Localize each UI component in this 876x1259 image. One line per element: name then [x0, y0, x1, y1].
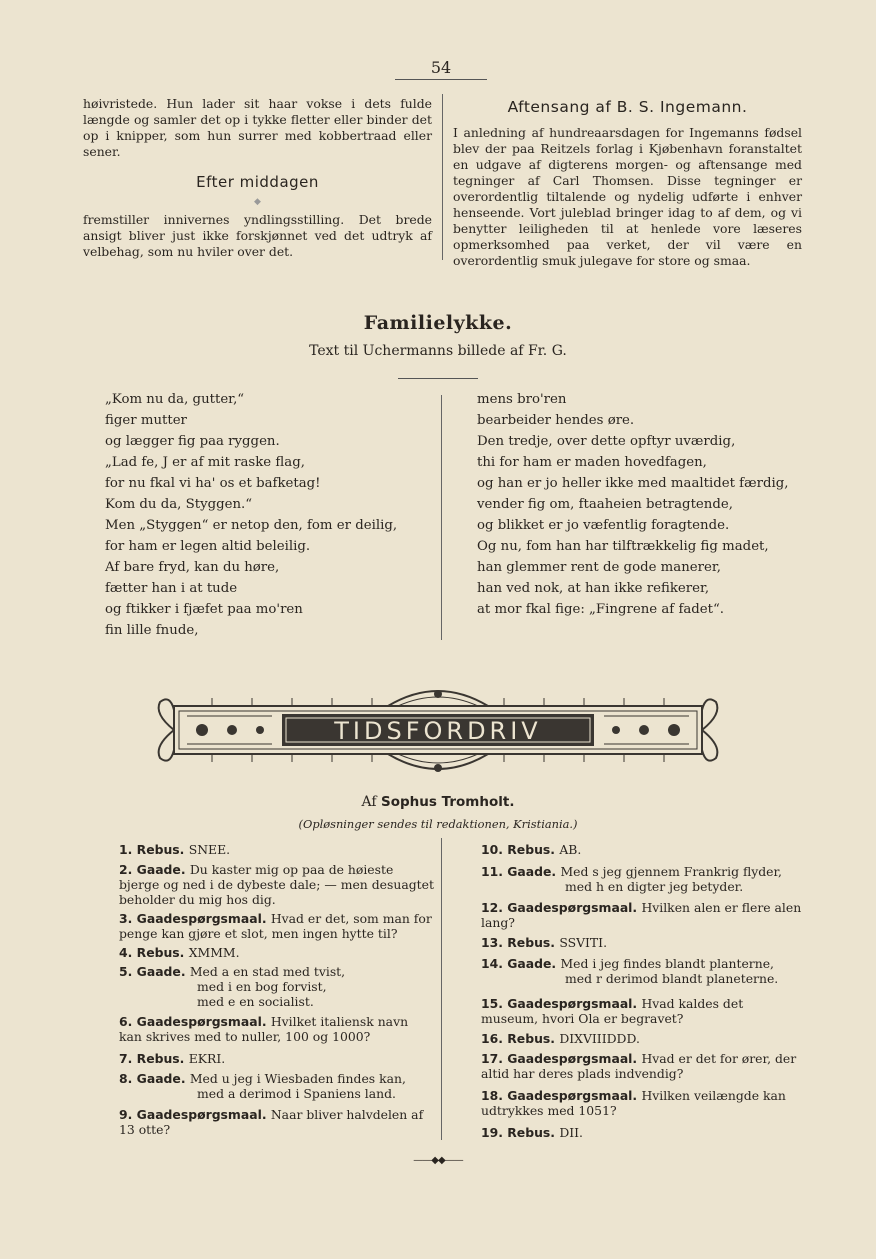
puzzle-number: 16.	[481, 1031, 503, 1046]
poem-line: fætter han i at tude	[105, 581, 238, 596]
article-text: fremstiller innivernes yndlingsstilling. Det brede ansigt bliver just ikke forskjønnet ved det udtryk af velbehag, som nu hviler over det.	[83, 212, 432, 259]
puzzle-item	[85, 842, 434, 857]
puzzle-number: 15.	[481, 996, 503, 1011]
poem-subtitle: Text til Uchermanns billede af Fr. G.	[309, 343, 567, 359]
puzzle-text: Naar bliver halvdelen af 13 otte?	[119, 1107, 424, 1137]
poem-line: og han er jo heller ikke med maaltidet færdig,	[477, 476, 789, 491]
puzzle-number: 9.	[119, 1107, 133, 1122]
puzzle-text: Hvilken veilængde kan udtrykkes med 1051?	[481, 1088, 786, 1118]
column-divider	[442, 94, 443, 260]
puzzle-number: 7.	[119, 1051, 133, 1066]
puzzle-text: SNEE.	[188, 842, 231, 857]
puzzle-text: Med a en stad med tvist,	[189, 964, 346, 979]
section-heading: Aftensang af B. S. Ingemann.	[507, 98, 748, 116]
puzzle-number: 1.	[119, 842, 133, 857]
poem-line: Af bare fryd, kan du høre,	[105, 560, 280, 575]
puzzle-item	[453, 1051, 802, 1081]
solutions-note: (Opløsninger sendes til redaktionen, Kristiania.)	[298, 817, 578, 831]
puzzle-text-line: med i en bog forvist,	[197, 979, 327, 994]
column-divider	[441, 395, 442, 640]
article-text: høivristede. Hun lader sit haar vokse i dets fulde længde og samler det op i tykke fletter eller binder det op i knipper, som hun surrer med kobbertraad eller sener.	[83, 96, 432, 159]
puzzle-text-line: med e en socialist.	[197, 994, 314, 1009]
puzzle-text: SSVITI.	[559, 935, 608, 950]
puzzle-kind: Gaadespørgsmaal.	[502, 900, 642, 915]
poem-line: bearbeider hendes øre.	[477, 413, 635, 428]
banner-title: TIDSFORDRIV	[334, 717, 542, 745]
poem-line: thi for ham er maden hovedfagen,	[477, 455, 707, 470]
article-text: I anledning af hundreaarsdagen for Ingemanns fødsel blev der paa Reitzels forlag i Kjøbenhavn foranstaltet en udgave af digterens morgen- og aftensange med tegninger af Carl Thomsen. Disse tegninger er overordentlig tiltalende og nydelig udførte i enhver henseende. Vort juleblad bringer idag to af dem, og vi benytter leiligheden til at henlede vore læseres opmerksomhed paa verket, der vil være en overordentlig smuk julegave for store og smaa.	[453, 125, 802, 268]
puzzle-number: 3.	[119, 911, 133, 926]
puzzle-number: 10.	[481, 842, 503, 857]
puzzle-number: 2.	[119, 862, 133, 877]
poem-line: Og nu, fom han har tilftrækkelig fig madet,	[477, 539, 769, 554]
puzzle-number: 19.	[481, 1125, 503, 1140]
puzzle-text: Med i jeg findes blandt planterne,	[560, 956, 774, 971]
puzzle-item	[453, 864, 802, 894]
puzzle-text-line: med r derimod blandt planeterne.	[565, 971, 779, 986]
end-ornament-icon: ——◆◆——	[413, 1155, 463, 1166]
puzzle-text: Hvilken alen er flere alen lang?	[481, 900, 802, 930]
puzzle-number: 14.	[481, 956, 503, 971]
poem-line: mens bro'ren	[477, 392, 567, 407]
puzzle-item	[85, 964, 434, 1009]
puzzle-kind: Gaadespørgsmaal.	[132, 1107, 271, 1122]
poem-line: for ham er legen altid beleilig.	[105, 539, 311, 554]
puzzle-text: Med s jeg gjennem Frankrig flyder,	[560, 864, 782, 879]
puzzle-item	[453, 1125, 802, 1140]
puzzle-item	[453, 935, 802, 950]
puzzle-item	[453, 956, 802, 986]
puzzle-number: 11.	[481, 864, 503, 879]
poem-line: for nu fkal vi ha' os et bafketag!	[105, 476, 321, 491]
poem-line: Den tredje, over dette opftyr uværdig,	[477, 434, 736, 449]
poem-line: vender fig om, ftaaheien betragtende,	[477, 497, 733, 512]
puzzle-kind: Rebus.	[132, 945, 189, 960]
section-heading: Efter middagen	[196, 173, 319, 191]
puzzle-item	[85, 1014, 434, 1044]
poem-line: han glemmer rent de gode manerer,	[477, 560, 721, 575]
puzzle-kind: Gaadespørgsmaal.	[502, 1051, 642, 1066]
puzzle-number: 13.	[481, 935, 503, 950]
puzzle-kind: Gaadespørgsmaal.	[132, 911, 271, 926]
puzzle-number: 12.	[481, 900, 503, 915]
puzzle-kind: Gaade.	[502, 956, 561, 971]
puzzle-text: Med u jeg i Wiesbaden findes kan,	[189, 1071, 406, 1086]
puzzle-kind: Rebus.	[502, 1125, 560, 1140]
puzzle-number: 18.	[481, 1088, 503, 1103]
puzzle-item	[85, 1071, 434, 1101]
poem-line: og ftikker i fjæfet paa mo'ren	[105, 602, 303, 617]
puzzle-text: Hvilket italiensk navn kan skrives med to nuller, 100 og 1000?	[119, 1014, 409, 1044]
puzzle-text: XMMM.	[188, 945, 240, 960]
poem-line: „Lad fe, J er af mit raske flag,	[105, 455, 305, 470]
poem-line: Kom du da, Styggen.“	[105, 497, 253, 512]
puzzle-item	[85, 1107, 434, 1137]
puzzle-kind: Rebus.	[132, 842, 189, 857]
puzzle-item	[85, 862, 434, 907]
puzzle-kind: Gaadespørgsmaal.	[502, 1088, 642, 1103]
poem-line: figer mutter	[105, 413, 187, 428]
puzzle-text: Hvad er det for ører, der altid har deres plads indvendig?	[481, 1051, 797, 1081]
puzzle-kind: Gaade.	[502, 864, 561, 879]
poem-title: Familielykke.	[363, 312, 513, 334]
puzzle-text: Hvad er det, som man for penge kan gjøre et slot, men ingen hytte til?	[119, 911, 432, 941]
puzzle-text-line: med h en digter jeg betyder.	[565, 879, 744, 894]
puzzle-text: DIXVIIIDDD.	[559, 1031, 640, 1046]
puzzle-text: Hvad kaldes det museum, hvori Ola er begravet?	[481, 996, 744, 1026]
puzzle-item	[85, 1051, 434, 1066]
poem-line: at mor fkal fige: „Fingrene af fadet“.	[477, 602, 725, 617]
puzzle-text: EKRI.	[188, 1051, 226, 1066]
puzzle-kind: Rebus.	[502, 935, 560, 950]
puzzle-number: 5.	[119, 964, 133, 979]
puzzle-kind: Gaade.	[132, 1071, 190, 1086]
puzzle-item	[453, 996, 802, 1026]
puzzle-text-line: med a derimod i Spaniens land.	[197, 1086, 396, 1101]
puzzles-right-column	[453, 0, 802, 1259]
puzzle-number: 17.	[481, 1051, 503, 1066]
puzzle-kind: Gaadespørgsmaal.	[502, 996, 642, 1011]
puzzle-item	[453, 1031, 802, 1046]
byline-name: Sophus Tromholt.	[381, 794, 515, 810]
poem-line: Men „Styggen“ er netop den, fom er deilig,	[105, 518, 398, 533]
puzzle-kind: Gaade.	[132, 964, 190, 979]
puzzle-kind: Gaadespørgsmaal.	[132, 1014, 271, 1029]
column-divider	[441, 838, 442, 1140]
puzzle-kind: Rebus.	[502, 1031, 560, 1046]
poem-line: „Kom nu da, gutter,“	[105, 392, 245, 407]
poem-line: og blikket er jo væfentlig foragtende.	[477, 518, 730, 533]
puzzle-item	[453, 900, 802, 930]
puzzle-item	[85, 911, 434, 941]
puzzle-item	[85, 945, 434, 960]
poem-line: og lægger fig paa ryggen.	[105, 434, 280, 449]
puzzle-text: DII.	[559, 1125, 583, 1140]
puzzle-kind: Gaade.	[132, 862, 190, 877]
puzzle-number: 8.	[119, 1071, 133, 1086]
puzzle-item	[453, 1088, 802, 1118]
ornament-dot: ◆	[254, 197, 261, 207]
puzzle-item	[453, 842, 802, 857]
puzzle-number: 6.	[119, 1014, 133, 1029]
puzzle-kind: Rebus.	[502, 842, 560, 857]
puzzle-text: Du kaster mig op paa de høieste bjerge og ned i de dybeste dale; — men desuagtet beholder du mig hos dig.	[119, 862, 434, 907]
puzzle-kind: Rebus.	[132, 1051, 189, 1066]
page-number: 54	[395, 58, 487, 80]
puzzles-left-column	[85, 0, 434, 1259]
puzzle-number: 4.	[119, 945, 133, 960]
byline-prefix: Af	[361, 794, 377, 810]
poem-line: fin lille fnude,	[105, 623, 199, 638]
poem-line: han ved nok, at han ikke refikerer,	[477, 581, 710, 596]
puzzle-text: AB.	[559, 842, 582, 857]
